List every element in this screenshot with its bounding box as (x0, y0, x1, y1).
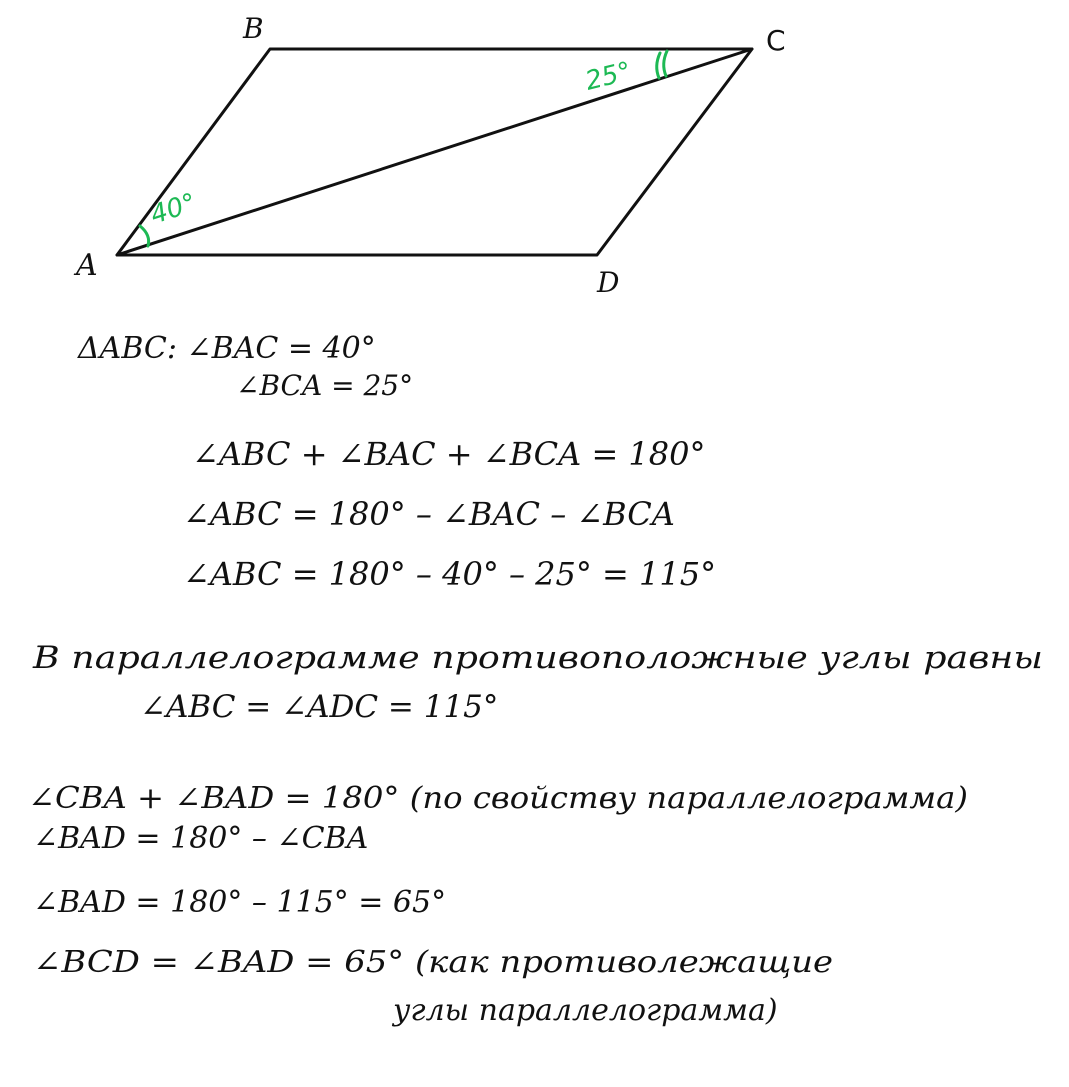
vertex-label-a: A (76, 248, 98, 283)
solution-text (28, 331, 1043, 1028)
solution-line-10: ∠BAD = 180° – 115° = 65° (33, 885, 447, 920)
solution-line-2: ∠BCA = 25° (236, 369, 414, 402)
vertex-label-b: B (243, 12, 264, 45)
solution-line-5: ∠ABC = 180° – 40° – 25° = 115° (183, 555, 717, 593)
vertex-label-c: C (766, 24, 786, 57)
diagonal-ac (117, 49, 752, 255)
solution-line-1: ΔABC: ∠BAC = 40° (78, 331, 376, 366)
solution-line-12: углы параллелограмма) (393, 993, 778, 1028)
solution-line-3: ∠ABC + ∠BAC + ∠BCA = 180° (192, 435, 706, 473)
solution-line-4: ∠ABC = 180° – ∠BAC – ∠BCA (183, 495, 675, 533)
solution-line-7: ∠ABC = ∠ADC = 115° (140, 689, 499, 725)
solution-line-6: В параллелограмме противоположные углы равны (31, 640, 1044, 676)
solution-line-11: ∠BCD = ∠BAD = 65° (как противолежащие (33, 945, 834, 980)
angle-label-bca: 25° (582, 56, 635, 97)
solution-line-9: ∠BAD = 180° – ∠CBA (33, 821, 369, 856)
parallelogram-figure (73, 12, 786, 299)
vertex-label-d: D (597, 266, 620, 299)
angle-arc-bac (140, 226, 149, 246)
angle-label-bac: 40° (146, 187, 201, 231)
solution-line-8: ∠CBA + ∠BAD = 180° (по свойству параллелограмма) (28, 781, 968, 816)
angle-arc-bca-2 (664, 51, 667, 76)
angle-arc-bca-1 (657, 53, 660, 78)
